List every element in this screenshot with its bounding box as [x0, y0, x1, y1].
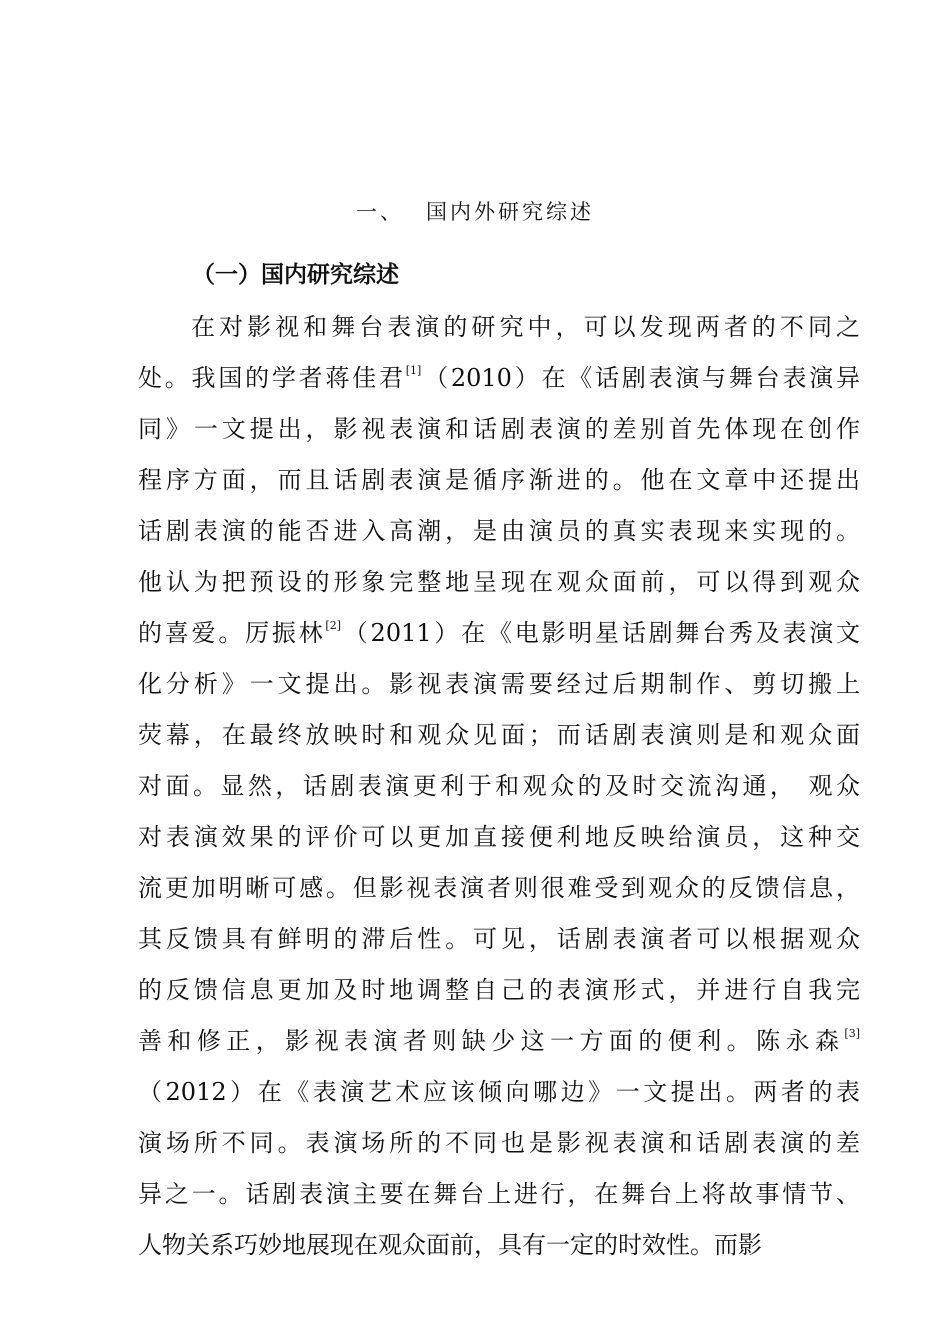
- paragraph-line: [138, 1118, 860, 1169]
- paragraph-line: [138, 659, 860, 710]
- line-text: （2010）在《话剧表演与舞台表演异: [421, 364, 861, 392]
- line-text: 其反馈具有鲜明的滞后性。可见，话剧表演者可以根据观众: [138, 925, 860, 953]
- paragraph-line: [138, 1016, 860, 1067]
- line-text: 他认为把预设的形象完整地呈现在观众面前，可以得到观众: [138, 568, 860, 596]
- paragraph-line: [138, 812, 860, 863]
- line-text: 异之一。话剧表演主要在舞台上进行，在舞台上将故事情节、: [138, 1180, 860, 1208]
- line-text: 在对影视和舞台表演的研究中，可以发现两者的不同之: [191, 313, 860, 341]
- paragraph-line: [138, 506, 860, 557]
- line-text: 对面。显然，话剧表演更利于和观众的及时交流沟通， 观众: [138, 772, 860, 800]
- line-text: 人物关系巧妙地展现在观众面前，具有一定的时效性。而影: [138, 1231, 762, 1259]
- body-paragraph: [138, 302, 860, 1271]
- paragraph-line: [138, 761, 860, 812]
- paragraph-line: [138, 353, 860, 404]
- paragraph-line: [138, 302, 860, 353]
- line-text: 流更加明晰可感。但影视表演者则很难受到观众的反馈信息，: [138, 874, 860, 902]
- paragraph-line: [138, 557, 860, 608]
- section-heading: [0, 196, 950, 226]
- paragraph-line: [138, 1169, 860, 1220]
- line-text: 演场所不同。表演场所的不同也是影视表演和话剧表演的差: [138, 1129, 860, 1157]
- citation-marker: [2]: [325, 619, 342, 632]
- paragraph-line: [138, 1067, 860, 1118]
- paragraph-line: [138, 1220, 860, 1271]
- line-text: 的喜爱。厉振林: [138, 619, 326, 647]
- line-text: 处。我国的学者蒋佳君: [138, 364, 406, 392]
- line-text: 善和修正，影视表演者则缺少这一方面的便利。陈永森: [138, 1027, 845, 1055]
- line-text: 程序方面，而且话剧表演是循序渐进的。他在文章中还提出: [138, 466, 860, 494]
- line-text: （2012）在《表演艺术应该倾向哪边》一文提出。两者的表: [138, 1078, 860, 1106]
- section-number: 一、: [356, 200, 404, 224]
- section-title: 国内外研究综述: [426, 200, 594, 224]
- line-text: 话剧表演的能否进入高潮，是由演员的真实表现来实现的。: [138, 517, 860, 545]
- line-text: 化分析》一文提出。影视表演需要经过后期制作、剪切搬上: [138, 670, 860, 698]
- line-text: 荧幕，在最终放映时和观众见面；而话剧表演则是和观众面: [138, 721, 860, 749]
- line-text: 同》一文提出，影视表演和话剧表演的差别首先体现在创作: [138, 415, 860, 443]
- paragraph-line: [138, 404, 860, 455]
- paragraph-line: [138, 608, 860, 659]
- subsection-heading: （一）国内研究综述: [192, 262, 399, 288]
- paragraph-line: [138, 965, 860, 1016]
- line-text: 对表演效果的评价可以更加直接便利地反映给演员，这种交: [138, 823, 860, 851]
- line-text: （2011）在《电影明星话剧舞台秀及表演文: [341, 619, 861, 647]
- paragraph-line: [138, 455, 860, 506]
- citation-marker: [3]: [844, 1027, 860, 1040]
- paragraph-line: [138, 710, 860, 761]
- paragraph-line: [138, 914, 860, 965]
- line-text: 的反馈信息更加及时地调整自己的表演形式，并进行自我完: [138, 976, 860, 1004]
- citation-marker: [1]: [405, 364, 422, 377]
- paragraph-line: [138, 863, 860, 914]
